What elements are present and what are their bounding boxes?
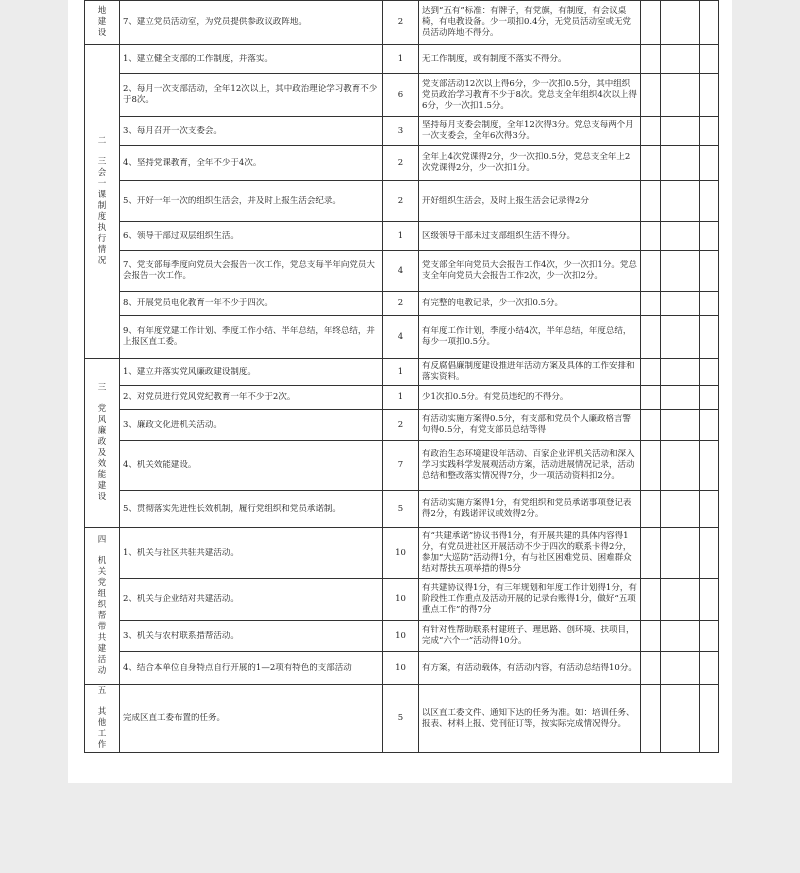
blank-cell-c (700, 251, 719, 292)
blank-cell-a (641, 316, 661, 359)
standard-cell: 党支部活动12次以上得6分，少一次扣0.5分，其中组织党员政治学习教育不少于8次。党总支全年组织4次以上得6分，少一次扣1.5分。 (419, 74, 641, 117)
blank-cell-a (641, 222, 661, 251)
blank-cell-c (700, 685, 719, 753)
standard-cell: 有“共建承诺”协议书得1分，有开展共建的具体内容得1分，有党员进社区开展活动不少于四次的联系卡得2分，参加“大巡防”活动得1分，有与社区困难党员、困难群众结对帮扶五项举措的得5分 (419, 528, 641, 579)
blank-cell-b (661, 222, 700, 251)
category-title: 三 会 一 课 制 度 执 行 情 况 (97, 157, 107, 266)
category-number: 四 (97, 535, 107, 545)
score-cell: 1 (383, 222, 419, 251)
score-cell: 5 (383, 491, 419, 528)
standard-cell: 少1次扣0.5分。有党员违纪的不得分。 (419, 386, 641, 410)
table-row (85, 146, 719, 181)
blank-cell-c (700, 146, 719, 181)
table-row (85, 292, 719, 316)
score-cell: 3 (383, 117, 419, 146)
blank-cell-c (700, 579, 719, 621)
item-cell: 7、党支部每季度向党员大会报告一次工作，党总支每半年向党员大会报告一次工作。 (120, 251, 383, 292)
score-cell: 10 (383, 652, 419, 685)
blank-cell-b (661, 491, 700, 528)
blank-cell-b (661, 316, 700, 359)
blank-cell-c (700, 181, 719, 222)
score-cell: 2 (383, 1, 419, 45)
blank-cell-a (641, 528, 661, 579)
standard-cell: 开好组织生活会，及时上报生活会记录得2分 (419, 181, 641, 222)
blank-cell-a (641, 491, 661, 528)
score-cell: 2 (383, 410, 419, 441)
standard-cell: 党支部全年向党员大会报告工作4次，少一次扣1分。党总支全年向党员大会报告工作2次，少一次扣2分。 (419, 251, 641, 292)
standard-cell: 有方案，有活动载体，有活动内容，有活动总结得10分。 (419, 652, 641, 685)
score-cell: 4 (383, 316, 419, 359)
score-cell: 2 (383, 181, 419, 222)
category-cell (85, 685, 120, 753)
item-cell: 4、结合本单位自身特点自行开展的1—2项有特色的支部活动 (120, 652, 383, 685)
category-number: 三 (97, 383, 107, 393)
blank-cell-a (641, 45, 661, 74)
table-row (85, 491, 719, 528)
standard-cell: 有活动实施方案得1分，有党组织和党员承诺事项登记表得2分，有践诺评议或效得2分。 (419, 491, 641, 528)
blank-cell-c (700, 621, 719, 652)
standard-cell: 有针对性帮助联系村建班子、理思路、创环境、扶项目，完成“六个一”活动得10分。 (419, 621, 641, 652)
standard-cell: 区级领导干部未过支部组织生活不得分。 (419, 222, 641, 251)
table-row (85, 181, 719, 222)
blank-cell-b (661, 579, 700, 621)
item-cell: 1、建立并落实党风廉政建设制度。 (120, 359, 383, 386)
standard-cell: 以区直工委文件、通知下达的任务为准。如：培训任务、报表、材料上报、党刊征订等，按实际完成情况得分。 (419, 685, 641, 753)
blank-cell-a (641, 292, 661, 316)
standard-cell: 无工作制度，或有制度不落实不得分。 (419, 45, 641, 74)
blank-cell-b (661, 292, 700, 316)
score-cell: 4 (383, 251, 419, 292)
blank-cell-b (661, 45, 700, 74)
category-title: 党 风 廉 政 及 效 能 建 设 (97, 404, 107, 502)
blank-cell-b (661, 117, 700, 146)
item-cell: 8、开展党员电化教育一年不少于四次。 (120, 292, 383, 316)
score-cell: 1 (383, 359, 419, 386)
blank-cell-a (641, 410, 661, 441)
score-cell: 5 (383, 685, 419, 753)
score-cell: 1 (383, 386, 419, 410)
blank-cell-b (661, 359, 700, 386)
item-cell: 6、领导干部过双层组织生活。 (120, 222, 383, 251)
item-cell: 4、坚持党课教育，全年不少于4次。 (120, 146, 383, 181)
blank-cell-c (700, 410, 719, 441)
table-row (85, 316, 719, 359)
blank-cell-b (661, 74, 700, 117)
blank-cell-a (641, 251, 661, 292)
score-cell: 6 (383, 74, 419, 117)
standard-cell: 全年上4次党课得2分，少一次扣0.5分，党总支全年上2次党课得2分，少一次扣1分。 (419, 146, 641, 181)
item-cell: 3、廉政文化进机关活动。 (120, 410, 383, 441)
standard-cell: 坚持每月支委会制度，全年12次得3分。党总支每两个月一次支委会，全年6次得3分。 (419, 117, 641, 146)
item-cell: 2、对党员进行党风党纪教育一年不少于2次。 (120, 386, 383, 410)
blank-cell-a (641, 359, 661, 386)
blank-cell-c (700, 117, 719, 146)
blank-cell-b (661, 441, 700, 491)
blank-cell-b (661, 251, 700, 292)
standard-cell: 有反腐倡廉制度建设推进年活动方案及具体的工作安排和落实资料。 (419, 359, 641, 386)
blank-cell-c (700, 441, 719, 491)
score-cell: 2 (383, 292, 419, 316)
blank-cell-c (700, 491, 719, 528)
table-row (85, 579, 719, 621)
item-cell: 9、有年度党建工作计划、季度工作小结、半年总结，年终总结，并上报区直工委。 (120, 316, 383, 359)
item-cell: 5、开好一年一次的组织生活会，并及时上报生活会纪录。 (120, 181, 383, 222)
blank-cell-a (641, 74, 661, 117)
blank-cell-c (700, 45, 719, 74)
blank-cell-c (700, 1, 719, 45)
blank-cell-b (661, 386, 700, 410)
blank-cell-b (661, 528, 700, 579)
item-cell: 3、每月召开一次支委会。 (120, 117, 383, 146)
item-cell: 完成区直工委布置的任务。 (120, 685, 383, 753)
item-cell: 2、每月一次支部活动，全年12次以上，其中政治理论学习教育不少于8次。 (120, 74, 383, 117)
category-number: 二 (97, 136, 107, 146)
category-title: 其 他 工 作 (97, 707, 107, 750)
blank-cell-a (641, 685, 661, 753)
blank-cell-b (661, 181, 700, 222)
evaluation-table (84, 0, 719, 753)
item-cell: 1、机关与社区共驻共建活动。 (120, 528, 383, 579)
score-cell: 2 (383, 146, 419, 181)
table-row (85, 386, 719, 410)
category-title: 机 关 党 组 织 帮 带 共 建 活 动 (97, 556, 107, 676)
item-cell: 2、机关与企业结对共建活动。 (120, 579, 383, 621)
table-row (85, 45, 719, 74)
table-row (85, 359, 719, 386)
blank-cell-a (641, 146, 661, 181)
blank-cell-b (661, 652, 700, 685)
blank-cell-b (661, 146, 700, 181)
blank-cell-c (700, 74, 719, 117)
blank-cell-b (661, 621, 700, 652)
standard-cell: 有活动实施方案得0.5分，有支部和党员个人廉政格言警句得0.5分，有党支部员总结等得 (419, 410, 641, 441)
blank-cell-b (661, 410, 700, 441)
blank-cell-a (641, 579, 661, 621)
blank-cell-c (700, 292, 719, 316)
blank-cell-a (641, 386, 661, 410)
blank-cell-c (700, 222, 719, 251)
blank-cell-c (700, 652, 719, 685)
table-row (85, 621, 719, 652)
table-row (85, 652, 719, 685)
blank-cell-b (661, 1, 700, 45)
item-cell: 7、建立党员活动室，为党员提供参政议政阵地。 (120, 1, 383, 45)
standard-cell: 有年度工作计划，季度小结4次，半年总结，年度总结，每少一项扣0.5分。 (419, 316, 641, 359)
table-row (85, 528, 719, 579)
blank-cell-c (700, 316, 719, 359)
blank-cell-c (700, 359, 719, 386)
score-cell: 1 (383, 45, 419, 74)
blank-cell-a (641, 621, 661, 652)
category-cell (85, 528, 120, 685)
category-title: 地 建 设 (97, 6, 107, 38)
category-cell (85, 45, 120, 359)
category-number: 五 (97, 686, 107, 696)
score-cell: 10 (383, 621, 419, 652)
blank-cell-c (700, 528, 719, 579)
category-cell (85, 1, 120, 45)
item-cell: 5、贯彻落实先进性长效机制，履行党组织和党员承诺制。 (120, 491, 383, 528)
blank-cell-c (700, 386, 719, 410)
table-row (85, 117, 719, 146)
item-cell: 3、机关与农村联系措帮活动。 (120, 621, 383, 652)
table-row (85, 222, 719, 251)
blank-cell-b (661, 685, 700, 753)
score-cell: 7 (383, 441, 419, 491)
blank-cell-a (641, 181, 661, 222)
item-cell: 1、建立健全支部的工作制度，并落实。 (120, 45, 383, 74)
table-row (85, 74, 719, 117)
table-row (85, 1, 719, 45)
score-cell: 10 (383, 528, 419, 579)
category-cell (85, 359, 120, 528)
standard-cell: 有共建协议得1分，有三年规划和年度工作计划得1分，有阶段性工作重点及活动开展的记录台账得1分，做好“五项重点工作”的得7分 (419, 579, 641, 621)
blank-cell-a (641, 1, 661, 45)
table-row (85, 251, 719, 292)
standard-cell: 达到“五有”标准：有牌子，有党旗，有制度，有会议桌椅，有电教设备。少一项扣0.4分，无党员活动室或无党员活动阵地不得分。 (419, 1, 641, 45)
table-row (85, 410, 719, 441)
standard-cell: 有完整的电教记录，少一次扣0.5分。 (419, 292, 641, 316)
blank-cell-a (641, 652, 661, 685)
blank-cell-a (641, 117, 661, 146)
table-row (85, 441, 719, 491)
score-cell: 10 (383, 579, 419, 621)
standard-cell: 有政治生态环境建设年活动、百家企业评机关活动和深入学习实践科学发展观活动方案，活动进展情况记录，活动总结和整改落实情况得7分，少一项活动资料扣2分。 (419, 441, 641, 491)
item-cell: 4、机关效能建设。 (120, 441, 383, 491)
blank-cell-a (641, 441, 661, 491)
table-row (85, 685, 719, 753)
